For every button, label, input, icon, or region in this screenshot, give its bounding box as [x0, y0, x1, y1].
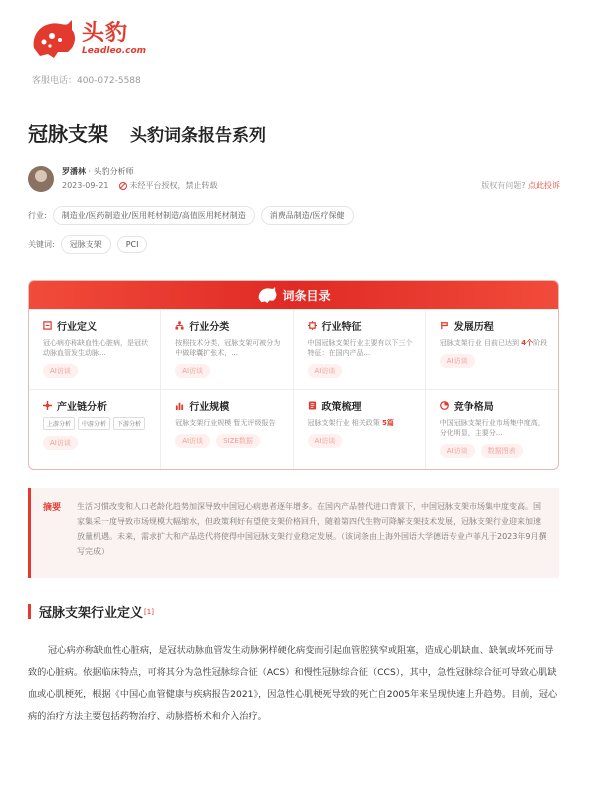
toc-item-desc: 冠脉支架行业 目前已达到 — [439, 339, 522, 347]
leopard-logo-icon — [28, 18, 78, 60]
toc-item-title: 政策梳理 — [321, 402, 362, 413]
upstream-tag[interactable]: 上游分析 — [43, 417, 75, 430]
toc-item-desc: 中国冠脉支架行业主要有以下三个特征：在国内产品... — [307, 339, 413, 357]
ai-interview-tag[interactable]: AI访谈 — [175, 364, 210, 378]
abstract-box — [28, 488, 559, 578]
toc-item-scale[interactable] — [161, 389, 293, 469]
service-phone: 客服电话：400-072-5588 — [32, 76, 141, 86]
chain-icon — [43, 401, 52, 410]
abstract-text: 生活习惯改变和人口老龄化趋势加深导致中国冠心病患者逐年增多。在国内产品替代进口背景下，中国冠脉支架市场集中度变高。国家集采一度导致市场规模大幅缩水，但政策利好有望使支架价格回升，随着第四代生物可降解支架技术发展，冠脉支架行业迎来加速放量机遇。未来，需求扩大和产品迭代将使得中国冠脉支架行业稳定发展。（该词条由上海外国语大学德语专业卢菲凡于2023年9月撰写完成） — [77, 502, 547, 556]
toc-item-title: 行业规模 — [189, 402, 230, 413]
keyword-row — [28, 235, 147, 254]
brand-logo[interactable] — [28, 18, 146, 60]
report-series: 头豹词条报告系列 — [130, 126, 266, 146]
rights-question: 版权有问题? — [481, 181, 526, 190]
toc-item-definition[interactable] — [29, 309, 161, 389]
toc-panel — [28, 280, 559, 470]
toc-item-classification[interactable] — [161, 309, 293, 389]
reference-link[interactable]: [1] — [144, 607, 154, 616]
industry-label: 行业: — [28, 211, 47, 220]
abstract-label: 摘要 — [43, 503, 62, 513]
ai-interview-tag[interactable]: AI访谈 — [43, 436, 78, 450]
ai-interview-tag[interactable]: AI访谈 — [175, 434, 210, 448]
toc-item-desc: 冠脉支架行业 相关政策 — [307, 419, 382, 427]
toc-item-chain[interactable] — [29, 389, 161, 469]
policy-count: 5篇 — [381, 419, 394, 427]
bar-chart-icon — [175, 401, 184, 410]
section-accent-bar — [28, 604, 31, 619]
toc-item-competition[interactable] — [426, 389, 558, 469]
pie-chart-icon — [440, 401, 449, 410]
stage-count: 4个 — [521, 339, 534, 347]
toc-item-title: 竞争格局 — [453, 402, 494, 413]
author-bar — [28, 166, 560, 196]
toc-header — [29, 281, 558, 309]
brand-domain: Leadleo.com — [82, 46, 147, 56]
toc-item-desc: 中国冠脉支架行业市场集中度高，分化明显，主要分... — [439, 419, 545, 437]
feature-icon — [308, 321, 317, 330]
ai-interview-tag[interactable]: AI访谈 — [440, 444, 475, 458]
author-name[interactable]: 罗潘林 — [62, 167, 86, 176]
ai-interview-tag[interactable]: AI访谈 — [308, 434, 343, 448]
complaint-link[interactable]: 点此投诉 — [528, 181, 560, 190]
toc-item-title: 行业定义 — [57, 322, 97, 333]
industry-row — [28, 206, 354, 225]
section-heading — [28, 602, 154, 621]
toc-item-desc: 冠心病亦称缺血性心脏病，是冠状动脉血管发生动脉... — [43, 339, 148, 357]
midstream-tag[interactable]: 中游分析 — [78, 417, 110, 430]
toc-item-history[interactable] — [426, 309, 558, 389]
size-data-tag[interactable]: SIZE数据 — [216, 434, 260, 448]
industry-tag[interactable]: 消费品制造/医疗保健 — [261, 206, 354, 225]
toc-item-title: 行业特征 — [321, 322, 362, 333]
ai-interview-tag[interactable]: AI访谈 — [308, 364, 343, 378]
avatar — [28, 166, 54, 192]
policy-icon — [308, 401, 317, 410]
complaint-area — [481, 180, 560, 191]
toc-item-title: 行业分类 — [189, 322, 230, 333]
keyword-tag[interactable]: 冠脉支架 — [61, 235, 111, 254]
toc-item-desc: 冠脉支架行业规模 暂无评级报告 — [175, 419, 276, 427]
toc-item-desc-suffix: 阶段 — [533, 339, 548, 347]
data-chart-tag[interactable]: 数据图表 — [481, 444, 523, 458]
ai-interview-tag[interactable]: AI访谈 — [440, 354, 475, 368]
copyright-notice: 未经平台授权，禁止转载 — [129, 181, 218, 190]
leopard-logo-icon — [256, 286, 278, 304]
toc-item-desc: 按照技术分类，冠脉支架可被分为中做球囊扩张术，... — [175, 339, 281, 357]
ai-interview-tag[interactable]: AI访谈 — [43, 364, 78, 378]
toc-title: 词条目录 — [282, 288, 331, 303]
report-title: 冠脉支架 — [28, 122, 108, 146]
toc-item-title: 产业链分析 — [57, 402, 107, 413]
industry-tag[interactable]: 制造业/医药制造业/医用耗材制造/高值医用耗材制造 — [53, 206, 255, 225]
page-title — [28, 118, 266, 147]
history-icon — [440, 321, 449, 330]
publish-date: 2023-09-21 — [62, 181, 109, 190]
section-body — [28, 640, 562, 728]
toc-item-title: 发展历程 — [453, 322, 494, 333]
toc-item-feature[interactable] — [294, 309, 426, 389]
keyword-label: 关键词: — [28, 240, 55, 249]
section-title: 冠脉支架行业定义 — [39, 606, 144, 621]
section-paragraph: 冠心病亦称缺血性心脏病，是冠状动脉血管发生动脉粥样硬化病变而引起血管腔狭窄或阻塞，造成心肌缺血、缺氧或坏死而导致的心脏病。依据临床特点，可将其分为急性冠脉综合征（ACS）和慢性冠脉综合征（CCS），其中，急性冠脉综合征可导致心肌缺血或心肌梗死，根据《中国心血管健康与疾病报告2021》，因急性心肌梗死导致的死亡自2005年来呈现快速上升趋势。目前，冠心病的治疗方法主要包括药物治疗、动脉搭桥术和介入治疗。 — [28, 645, 558, 722]
author-role: · 头豹分析师 — [88, 167, 134, 176]
definition-icon — [43, 321, 52, 330]
forbidden-icon — [119, 182, 127, 190]
keyword-tag[interactable]: PCI — [117, 236, 148, 253]
brand-name: 头豹 — [82, 21, 129, 46]
classification-icon — [175, 321, 184, 330]
toc-item-policy[interactable] — [294, 389, 426, 469]
downstream-tag[interactable]: 下游分析 — [113, 417, 145, 430]
